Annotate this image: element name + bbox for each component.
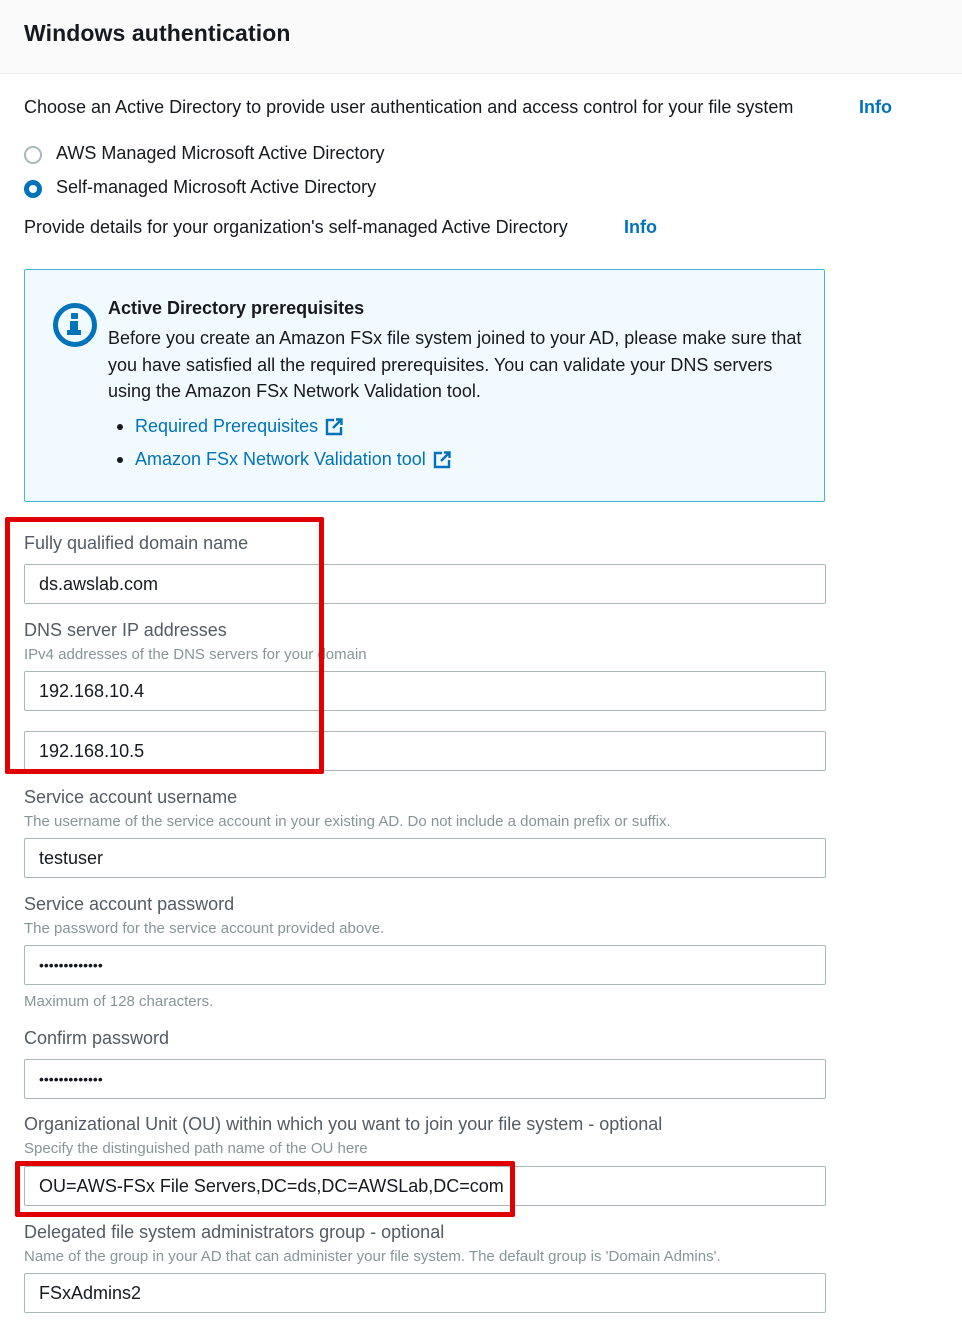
dns-label: DNS server IP addresses	[24, 620, 227, 640]
dns-ip-input-1[interactable]	[24, 671, 826, 711]
link-label[interactable]: Required Prerequisites	[135, 416, 319, 436]
external-link-icon[interactable]	[433, 451, 451, 469]
admins-group-input[interactable]	[24, 1273, 826, 1313]
intro-info-link[interactable]: Info	[859, 97, 892, 117]
ou-description: Specify the distinguished path name of the OU here	[24, 1140, 368, 1157]
alert-links	[117, 410, 451, 476]
page-title: Windows authentication	[24, 20, 291, 46]
radio-aws-managed-label[interactable]: AWS Managed Microsoft Active Directory	[56, 143, 385, 163]
ou-label: Organizational Unit (OU) within which you want to join your file system - optional	[24, 1114, 663, 1134]
password-input[interactable]	[24, 945, 826, 985]
alert-body: Before you create an Amazon FSx file system joined to your AD, please make sure that you have satisfied all the required prerequisites. You can validate your DNS servers using the Amazon FSx Network Validation tool.	[108, 328, 802, 401]
dns-description: IPv4 addresses of the DNS servers for your domain	[24, 646, 367, 663]
username-label: Service account username	[24, 787, 238, 807]
username-input[interactable]	[24, 838, 826, 878]
link-network-validation-tool[interactable]	[117, 443, 451, 476]
radio-self-managed-label[interactable]: Self-managed Microsoft Active Directory	[56, 177, 377, 197]
external-link-icon[interactable]	[325, 418, 343, 436]
section-header	[0, 0, 962, 74]
radio-self-managed[interactable]	[24, 180, 42, 198]
prerequisites-alert	[24, 269, 825, 502]
admins-group-label: Delegated file system administrators group - optional	[24, 1222, 445, 1242]
radio-aws-managed[interactable]	[24, 146, 42, 164]
self-managed-text: Provide details for your organization's self-managed Active Directory	[24, 217, 568, 237]
ou-input[interactable]	[24, 1166, 826, 1206]
confirm-password-input[interactable]	[24, 1059, 826, 1099]
username-description: The username of the service account in your existing AD. Do not include a domain prefix or suffix.	[24, 813, 671, 830]
info-circle-icon	[53, 303, 97, 347]
self-managed-info-link[interactable]: Info	[624, 217, 657, 237]
dns-ip-input-2[interactable]	[24, 731, 826, 771]
fqdn-label: Fully qualified domain name	[24, 533, 249, 553]
fqdn-input[interactable]	[24, 564, 826, 604]
bullet	[117, 424, 123, 430]
password-description: The password for the service account provided above.	[24, 920, 385, 937]
intro-text: Choose an Active Directory to provide user authentication and access control for your file system	[24, 97, 794, 117]
admins-group-description: Name of the group in your AD that can administer your file system. The default group is 'Domain Admins'.	[24, 1248, 721, 1265]
password-hint: Maximum of 128 characters.	[24, 993, 214, 1010]
link-label[interactable]: Amazon FSx Network Validation tool	[135, 449, 426, 469]
bullet	[117, 457, 123, 463]
alert-title: Active Directory prerequisites	[108, 298, 365, 318]
confirm-password-label: Confirm password	[24, 1028, 170, 1048]
password-label: Service account password	[24, 894, 235, 914]
link-required-prerequisites[interactable]	[117, 410, 451, 443]
